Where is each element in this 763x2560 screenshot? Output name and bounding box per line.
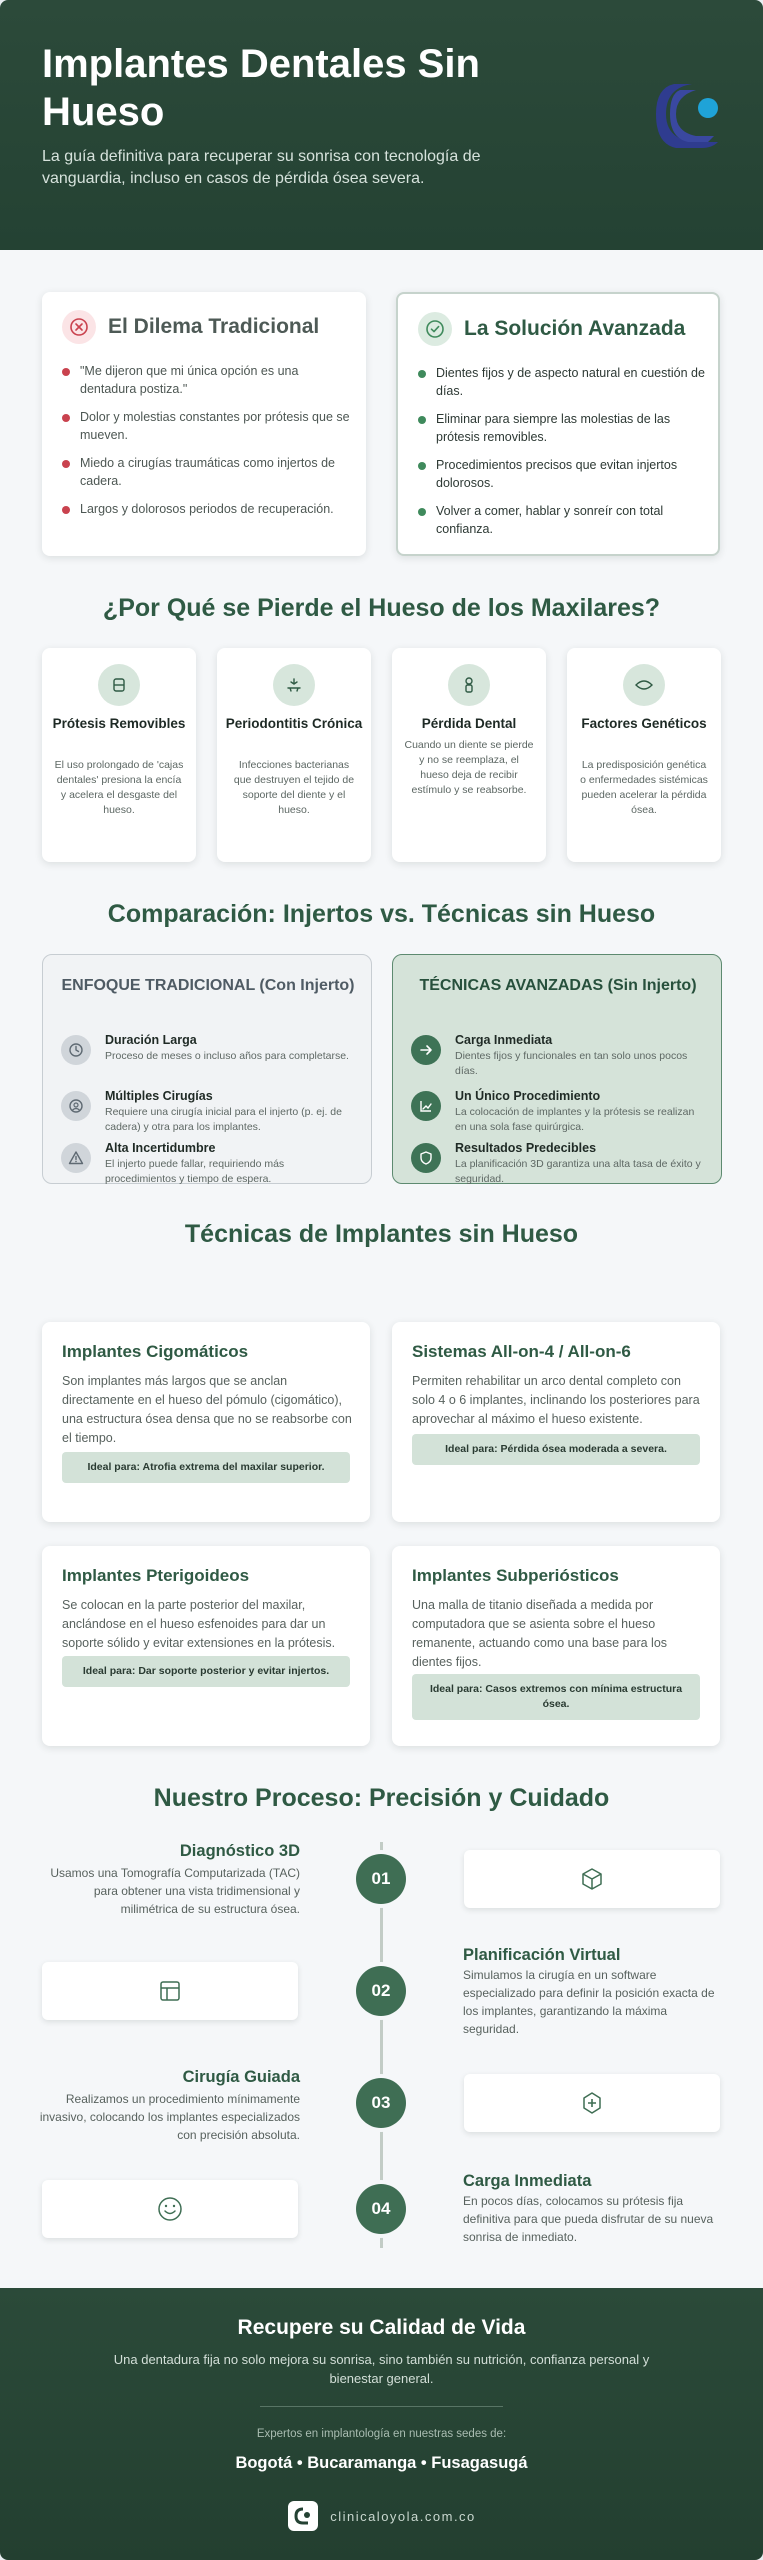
process-heading: Nuestro Proceso: Precisión y Cuidado — [153, 1784, 610, 1812]
layout-icon — [157, 1978, 183, 2004]
footer-website: clinicaloyola.com.co — [330, 2508, 476, 2524]
comparison-item — [411, 1089, 711, 1141]
step-icon-box — [464, 2074, 720, 2132]
user-circle-icon — [61, 1091, 91, 1121]
missing-tooth-icon — [448, 664, 490, 706]
comparison-item-title: Resultados Predecibles — [455, 1141, 597, 1155]
technique-card — [392, 1546, 720, 1746]
dilemma-list — [62, 362, 352, 528]
step-desc: Usamos una Tomografía Computarizada (TAC) para obtener una vista tridimensional y milimétrica de su estructura ósea. — [50, 1866, 300, 1916]
list-item: Procedimientos precisos que evitan injertos dolorosos. — [418, 456, 708, 492]
comparison-item-title: Alta Incertidumbre — [105, 1141, 216, 1155]
comparison-item — [61, 1141, 361, 1193]
cause-desc: La predisposición genética o enfermedades sistémicas pueden acelerar la pérdida ósea. — [580, 759, 708, 816]
solution-title: La Solución Avanzada — [464, 317, 686, 340]
cube-icon — [579, 1866, 605, 1892]
technique-title: Implantes Cigomáticos — [62, 1342, 249, 1361]
comparison-item-desc: Proceso de meses o incluso años para completarse. — [105, 1050, 349, 1062]
footer-desc: Una dentadura fija no solo mejora su sonrisa, sino también su nutrición, confianza personal y bienestar general. — [113, 2352, 650, 2386]
technique-badge: Ideal para: Atrofia extrema del maxilar superior. — [62, 1452, 350, 1483]
comparison-item — [61, 1089, 361, 1141]
traditional-approach-card — [42, 954, 372, 1184]
dna-icon — [623, 664, 665, 706]
comparison-item-desc: La colocación de implantes y la prótesis se realizan en una sola fase quirúrgica. — [455, 1106, 695, 1133]
advanced-techniques-card — [392, 954, 722, 1184]
technique-badge: Ideal para: Dar soporte posterior y evitar injertos. — [62, 1656, 350, 1687]
technique-title: Implantes Subperiósticos — [412, 1566, 619, 1585]
advanced-title: TÉCNICAS AVANZADAS (Sin Injerto) — [419, 977, 697, 994]
comparison-item — [411, 1033, 711, 1085]
cause-title: Prótesis Removibles — [52, 716, 186, 731]
technique-desc: Son implantes más largos que se anclan directamente en el hueso del pómulo (cigomático), una estructura ósea densa que no se reabsorbe con el tiempo. — [62, 1374, 352, 1445]
clinic-logo-icon — [288, 2501, 318, 2531]
causes-heading: ¿Por Qué se Pierde el Hueso de los Maxilares? — [102, 594, 661, 622]
step-desc: Realizamos un procedimiento mínimamente invasivo, colocando los implantes especializados con precisión absoluta. — [39, 2092, 300, 2142]
list-item: Dientes fijos y de aspecto natural en cuestión de días. — [418, 364, 708, 400]
technique-title: Implantes Pterigoideos — [62, 1566, 250, 1585]
comparison-item-title: Carga Inmediata — [455, 1033, 553, 1047]
step-title: Cirugía Guiada — [182, 2068, 300, 2086]
cause-title: Periodontitis Crónica — [225, 716, 363, 731]
hero-subtitle: La guía definitiva para recuperar su sonrisa con tecnología de vanguardia, incluso en casos de pérdida ósea severa. — [42, 148, 481, 187]
solution-card — [396, 292, 720, 556]
comparison-item — [61, 1033, 361, 1085]
hero-header — [0, 0, 763, 250]
list-item: Volver a comer, hablar y sonreír con total confianza. — [418, 502, 708, 538]
step-title: Diagnóstico 3D — [179, 1842, 300, 1860]
clinic-logo-icon — [652, 80, 726, 148]
cause-card — [217, 648, 371, 862]
technique-title: Sistemas All-on-4 / All-on-6 — [412, 1342, 631, 1361]
traditional-title: ENFOQUE TRADICIONAL (Con Injerto) — [61, 977, 355, 994]
cause-card — [567, 648, 721, 862]
step-title: Carga Inmediata — [463, 2172, 592, 2190]
comparison-item-desc: La planificación 3D garantiza una alta tasa de éxito y seguridad. — [455, 1158, 701, 1185]
cause-desc: El uso prolongado de 'cajas dentales' presiona la encía y acelera el desgaste del hueso. — [54, 759, 184, 816]
cause-title: Pérdida Dental — [421, 716, 517, 731]
technique-desc: Una malla de titanio diseñada a medida por computadora que se asienta sobre el hueso remanente, actuando como una base para los dientes fijos. — [412, 1598, 668, 1669]
smile-icon — [156, 2195, 184, 2223]
dilemma-title: El Dilema Tradicional — [108, 315, 320, 338]
step-icon-box — [464, 1850, 720, 1908]
technique-desc: Permiten rehabilitar un arco dental completo con solo 4 o 6 implantes, inclinando los posteriores para aprovechar al máximo el hueso existente. — [412, 1374, 700, 1426]
cause-desc: Cuando un diente se pierde y no se reemplaza, el hueso deja de recibir estímulo y se reabsorbe. — [404, 739, 534, 796]
list-item: Dolor y molestias constantes por prótesis que se mueven. — [62, 408, 352, 444]
list-item: Eliminar para siempre las molestias de las prótesis removibles. — [418, 410, 708, 446]
comparison-item — [411, 1141, 711, 1193]
technique-card — [42, 1546, 370, 1746]
step-desc: En pocos días, colocamos su prótesis fija definitiva para que pueda disfrutar de su nueva sonrisa de inmediato. — [463, 2194, 714, 2244]
footer-cities: Bogotá • Bucaramanga • Fusagasugá — [235, 2454, 528, 2472]
step-icon-box — [42, 2180, 298, 2238]
cause-card — [42, 648, 196, 862]
step-number: 01 — [356, 1854, 406, 1904]
footer-locations-label: Expertos en implantología en nuestras sedes de: — [256, 2428, 507, 2440]
cause-title: Factores Genéticos — [581, 716, 707, 731]
x-circle-icon — [62, 310, 96, 344]
arrow-right-icon — [411, 1035, 441, 1065]
comparison-item-title: Múltiples Cirugías — [105, 1089, 213, 1103]
footer-title: Recupere su Calidad de Vida — [237, 2316, 526, 2339]
technique-desc: Se colocan en la parte posterior del maxilar, anclándose en el hueso esfenoides para dar un soporte sólido y evitar extensiones en la prótesis. — [62, 1598, 336, 1650]
comparison-item-title: Un Único Procedimiento — [455, 1089, 601, 1103]
list-item: Miedo a cirugías traumáticas como injertos de cadera. — [62, 454, 352, 490]
dilemma-card — [42, 292, 366, 556]
comparison-item-desc: Dientes fijos y funcionales en tan solo unos pocos días. — [455, 1050, 688, 1077]
comparison-item-title: Duración Larga — [105, 1033, 197, 1047]
comparison-item-desc: El injerto puede fallar, requiriendo más procedimientos y tiempo de espera. — [105, 1158, 285, 1185]
footer — [0, 2288, 763, 2560]
techniques-heading: Técnicas de Implantes sin Hueso — [184, 1220, 579, 1248]
technique-card — [42, 1322, 370, 1522]
cause-card — [392, 648, 546, 862]
technique-badge: Ideal para: Casos extremos con mínima estructura ósea. — [412, 1674, 700, 1720]
shield-icon — [411, 1143, 441, 1173]
technique-card — [392, 1322, 720, 1522]
technique-badge: Ideal para: Pérdida ósea moderada a severa. — [412, 1434, 700, 1465]
solution-list — [418, 364, 708, 548]
step-number: 03 — [356, 2078, 406, 2128]
check-circle-icon — [418, 312, 452, 346]
tooth-infection-icon — [273, 664, 315, 706]
footer-brand[interactable] — [282, 2500, 482, 2532]
warning-icon — [61, 1143, 91, 1173]
footer-divider — [260, 2406, 503, 2407]
step-number: 04 — [356, 2184, 406, 2234]
comparison-heading: Comparación: Injertos vs. Técnicas sin Hueso — [107, 900, 656, 928]
hero-title: Implantes Dentales Sin Hueso — [42, 42, 480, 134]
step-number: 02 — [356, 1966, 406, 2016]
step-title: Planificación Virtual — [463, 1946, 621, 1964]
clock-icon — [61, 1035, 91, 1065]
comparison-item-desc: Requiere una cirugía inicial para el injerto (p. ej. de cadera) y otra para los implantes. — [105, 1106, 342, 1133]
chart-up-icon — [411, 1091, 441, 1121]
step-icon-box — [42, 1962, 298, 2020]
list-item: "Me dijeron que mi única opción es una dentadura postiza." — [62, 362, 352, 398]
step-desc: Simulamos la cirugía en un software especializado para definir la posición exacta de los implantes, garantizando la máxima seguridad. — [463, 1968, 715, 2036]
removable-prosthesis-icon — [98, 664, 140, 706]
list-item: Largos y dolorosos periodos de recuperación. — [62, 500, 352, 518]
medical-shield-icon — [579, 2090, 605, 2116]
cause-desc: Infecciones bacterianas que destruyen el tejido de soporte del diente y el hueso. — [233, 759, 355, 816]
